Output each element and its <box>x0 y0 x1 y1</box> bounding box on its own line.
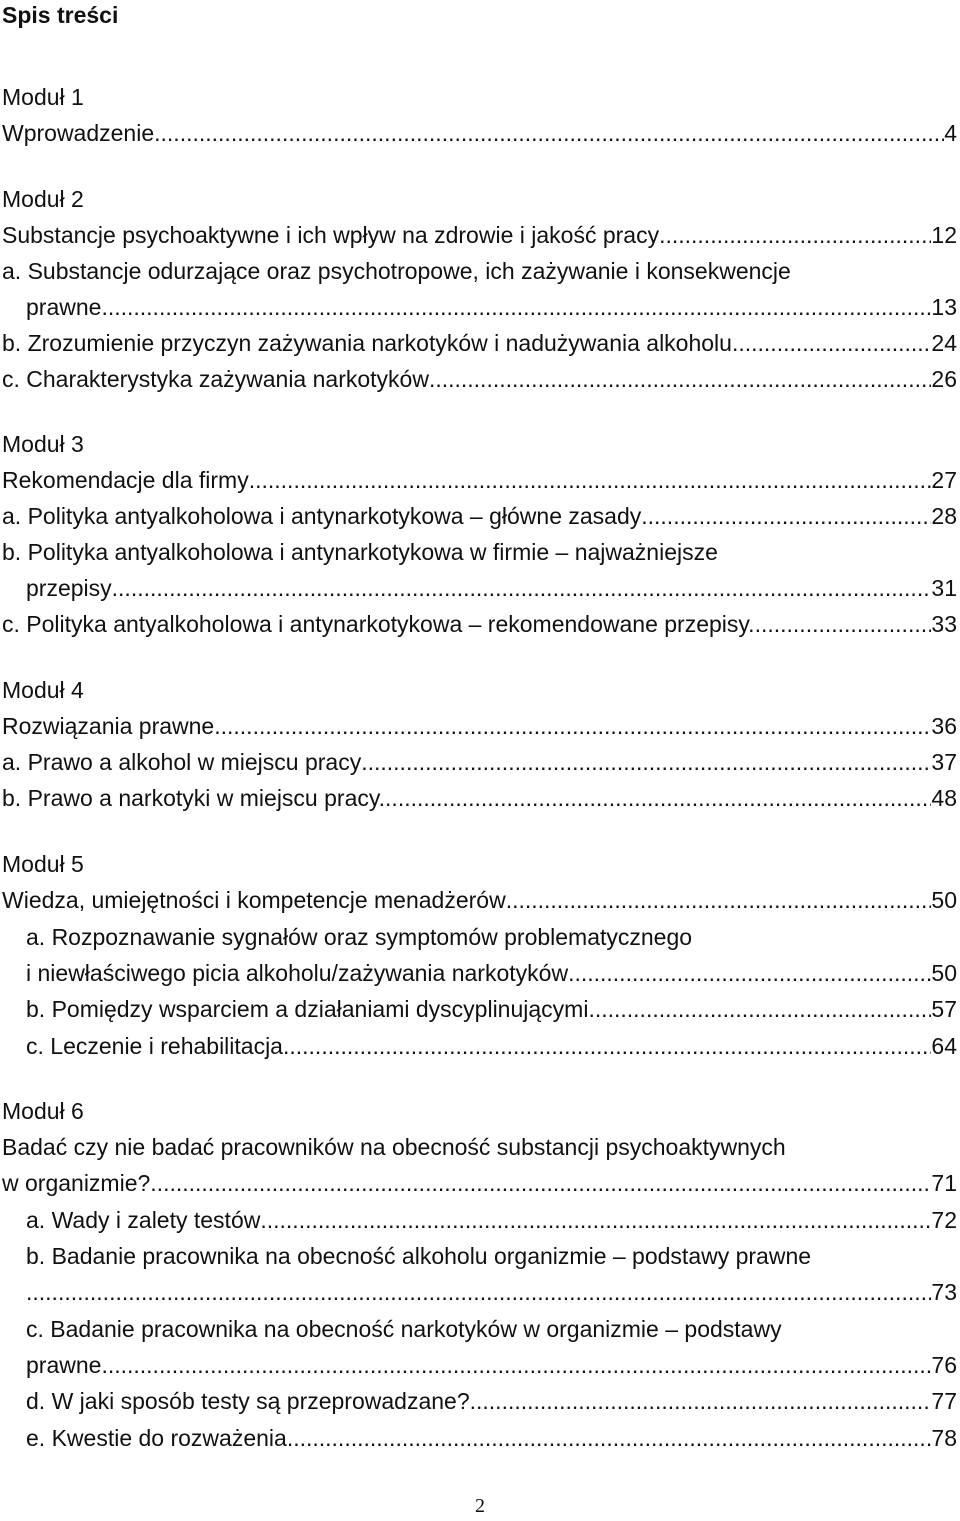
toc-page-number: 78 <box>931 1425 957 1451</box>
toc-leader-dots <box>101 290 931 324</box>
toc-entry-line[interactable] <box>2 535 957 569</box>
toc-leader-dots <box>154 116 944 150</box>
toc-entry-text: b. Prawo a narkotyki w miejscu pracy. <box>2 785 386 811</box>
toc-page-number: 76 <box>931 1352 957 1378</box>
toc-entry-text: b. Polityka antyalkoholowa i antynarkotykowa w firmie – najważniejsze <box>2 539 718 565</box>
toc-page-number: 24 <box>931 330 957 356</box>
toc-entry-text: prawne <box>26 1352 102 1378</box>
toc-module-heading <box>2 427 957 461</box>
toc-entry[interactable] <box>2 781 957 815</box>
toc-leader-dots <box>429 362 931 396</box>
toc-page-number: 31 <box>931 575 957 601</box>
toc-leader-dots <box>470 1384 932 1418</box>
toc-page-number: 64 <box>931 1033 957 1059</box>
toc-leader-dots <box>26 1275 931 1309</box>
toc-entry[interactable] <box>26 1384 957 1418</box>
toc-entry-text: Moduł 5 <box>2 851 84 877</box>
toc-entry[interactable] <box>2 607 957 641</box>
toc-leader-dots <box>150 1166 931 1200</box>
toc-entry-text: Substancje psychoaktywne i ich wpływ na zdrowie i jakość pracy <box>2 222 660 248</box>
toc-entry-text: w organizmie? <box>2 1170 151 1196</box>
toc-page-number: 50 <box>931 960 957 986</box>
toc-entry-text: Badać czy nie badać pracowników na obecność substancji psychoaktywnych <box>2 1134 786 1160</box>
toc-entry-line[interactable] <box>26 1312 957 1346</box>
toc-module-heading <box>2 1094 957 1128</box>
toc-page-number: 13 <box>931 294 957 320</box>
toc-leader-dots <box>249 463 932 497</box>
toc-entry[interactable] <box>2 116 957 150</box>
toc-entry-text: i niewłaściwego picia alkoholu/zażywania narkotyków <box>26 960 569 986</box>
toc-entry[interactable] <box>2 709 957 743</box>
toc-leader-dots <box>588 992 931 1026</box>
toc-entry-text: a. Rozpoznawanie sygnałów oraz symptomów problematycznego <box>26 924 693 950</box>
toc-leader-dots <box>260 1203 931 1237</box>
toc-page-number: 37 <box>931 749 957 775</box>
toc-page-number: 26 <box>931 366 957 392</box>
toc-page-number: 36 <box>931 713 957 739</box>
toc-leader-dots <box>659 218 931 252</box>
toc-leader-dots <box>732 326 931 360</box>
toc-entry-text: b. Pomiędzy wsparciem a działaniami dyscyplinującymi <box>26 996 589 1022</box>
toc-entry-text: Moduł 1 <box>2 84 84 110</box>
toc-module-heading <box>2 847 957 881</box>
toc-module-heading <box>2 182 957 216</box>
toc-entry[interactable] <box>2 745 957 779</box>
toc-entry[interactable] <box>2 463 957 497</box>
toc-page-number: 33 <box>931 611 957 637</box>
toc-page-number: 48 <box>931 785 957 811</box>
toc-page-number: 71 <box>931 1170 957 1196</box>
toc-entry[interactable] <box>26 1029 957 1063</box>
toc-entry-line[interactable] <box>2 254 957 288</box>
toc-page-number: 27 <box>931 467 957 493</box>
toc-entry-text: przepisy <box>26 575 112 601</box>
toc-entry[interactable] <box>26 992 957 1026</box>
toc-entry-line[interactable] <box>2 1130 957 1164</box>
toc-entry-line[interactable] <box>26 1239 957 1273</box>
toc-page-number: 28 <box>931 503 957 529</box>
toc-entry[interactable] <box>26 1348 957 1382</box>
toc-entry[interactable] <box>26 1203 957 1237</box>
toc-title: Spis treści <box>2 2 119 28</box>
toc-entry-text: c. Leczenie i rehabilitacja <box>26 1033 283 1059</box>
toc-entry-text: Moduł 6 <box>2 1098 84 1124</box>
toc-entry-text: c. Charakterystyka zażywania narkotyków <box>2 366 429 392</box>
toc-entry-text: a. Prawo a alkohol w miejscu pracy <box>2 749 362 775</box>
page-number: 2 <box>475 1495 485 1517</box>
toc-module-heading <box>2 80 957 114</box>
toc-entry-text: Moduł 3 <box>2 431 84 457</box>
toc-page-number: 12 <box>931 222 957 248</box>
toc-leader-dots <box>283 1029 931 1063</box>
toc-entry-text: b. Badanie pracownika na obecność alkoholu organizmie – podstawy prawne <box>26 1243 812 1269</box>
toc-page-number: 72 <box>931 1207 957 1233</box>
toc-entry-text: Wprowadzenie <box>2 120 155 146</box>
toc-entry-text: e. Kwestie do rozważenia <box>26 1425 287 1451</box>
toc-leader-dots <box>568 956 931 990</box>
toc-leader-dots <box>506 883 932 917</box>
toc-entry-text: a. Substancje odurzające oraz psychotropowe, ich zażywanie i konsekwencje <box>2 258 791 284</box>
toc-entry[interactable] <box>26 1421 957 1455</box>
toc-entry[interactable] <box>2 499 957 533</box>
toc-page-number: 77 <box>931 1388 957 1414</box>
toc-entry-line[interactable] <box>26 920 957 954</box>
toc-entry-text: Moduł 2 <box>2 186 84 212</box>
toc-entry-text: a. Wady i zalety testów <box>26 1207 261 1233</box>
toc-entry-text: Wiedza, umiejętności i kompetencje menadżerów <box>2 887 506 913</box>
toc-entry-text: Rekomendacje dla firmy <box>2 467 249 493</box>
toc-entry-text: a. Polityka antyalkoholowa i antynarkotykowa – główne zasady <box>2 503 642 529</box>
toc-entry-text: c. Badanie pracownika na obecność narkotyków w organizmie – podstawy <box>26 1316 782 1342</box>
toc-page-number: 4 <box>944 120 957 146</box>
toc-page-number: 73 <box>931 1279 957 1305</box>
toc-entry[interactable] <box>2 1166 957 1200</box>
toc-entry[interactable] <box>2 326 957 360</box>
toc-entry[interactable] <box>2 218 957 252</box>
toc-entry-text: b. Zrozumienie przyczyn zażywania narkotyków i nadużywania alkoholu <box>2 330 732 356</box>
toc-leader-dots <box>287 1421 932 1455</box>
toc-entry[interactable] <box>2 362 957 396</box>
toc-leader-dots <box>385 781 931 815</box>
toc-leader-dots <box>361 745 931 779</box>
toc-entry[interactable] <box>26 956 957 990</box>
toc-entry[interactable] <box>26 1275 957 1309</box>
toc-entry[interactable] <box>2 883 957 917</box>
toc-leader-dots <box>214 709 931 743</box>
toc-entry[interactable] <box>26 290 957 324</box>
toc-leader-dots <box>101 1348 931 1382</box>
toc-page-number: 50 <box>931 887 957 913</box>
toc-entry-text: prawne <box>26 294 102 320</box>
toc-entry-text: d. W jaki sposób testy są przeprowadzane? <box>26 1388 470 1414</box>
toc-entry[interactable] <box>26 571 957 605</box>
toc-module-heading <box>2 673 957 707</box>
toc-entry-text: c. Polityka antyalkoholowa i antynarkotykowa – rekomendowane przepisy. <box>2 611 755 637</box>
toc-leader-dots <box>112 571 932 605</box>
toc-leader-dots <box>755 607 932 641</box>
toc-entry-text: Rozwiązania prawne <box>2 713 215 739</box>
toc-entry-text: Moduł 4 <box>2 677 84 703</box>
toc-page-number: 57 <box>931 996 957 1022</box>
toc-leader-dots <box>641 499 931 533</box>
